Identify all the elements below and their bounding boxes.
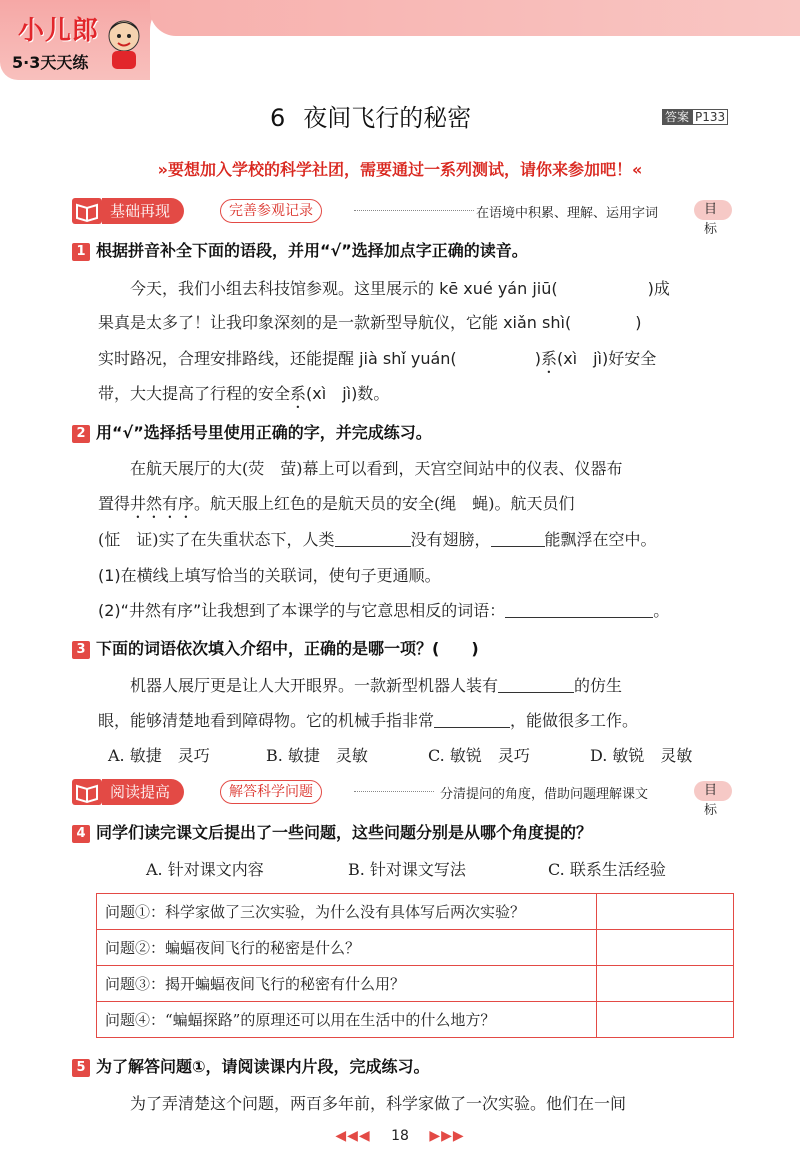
text: 果真是太多了！让我印象深刻的是一款新型导航仪，它能 xiǎn shì( <box>98 313 572 332</box>
table-row <box>97 894 734 930</box>
divider <box>354 210 474 211</box>
section-subtitle: 完善参观记录 <box>220 199 322 223</box>
dotted-phrase: 井然有序 <box>130 494 195 513</box>
table-row <box>97 930 734 966</box>
answer-page: P133 <box>692 109 728 125</box>
series-name: 5·3天天练 <box>12 53 89 72</box>
lesson-number: 6 <box>270 104 286 132</box>
question-cell: 问题④：“蝙蝠探路”的原理还可以用在生活中的什么地方？ <box>97 1002 597 1038</box>
lesson-name: 夜间飞行的秘密 <box>303 104 472 132</box>
q2-line-2 <box>98 491 575 522</box>
q1-line-1 <box>130 276 670 299</box>
page-number-value: 18 <box>391 1128 409 1144</box>
answer-blank[interactable] <box>505 601 653 618</box>
text: ) <box>635 313 642 332</box>
brand-logo <box>10 8 150 78</box>
text: 的仿生 <box>574 676 623 695</box>
text: 实时路况，合理安排路线，还能提醒 jià shǐ yuán( <box>98 349 457 368</box>
text: 置得 <box>98 494 131 513</box>
q3-line-1 <box>130 673 622 696</box>
mascot-icon <box>102 14 146 70</box>
answer-reference <box>662 108 728 125</box>
answer-blank[interactable] <box>498 676 574 693</box>
section-banner-basics <box>72 198 732 237</box>
question-text: 下面的词语依次填入介绍中，正确的是哪一项？( ) <box>96 639 479 658</box>
question-number: 1 <box>72 243 90 261</box>
goal-tag: 目标 <box>694 200 732 220</box>
section-goal: 在语境中积累、理解、运用字词 <box>476 206 659 221</box>
text: ) <box>534 349 541 368</box>
text: 。航天服上红色的是航天员的安全(绳 蝇)。航天员们 <box>194 494 575 513</box>
section-subtitle: 解答科学问题 <box>220 780 322 804</box>
q3-options <box>108 743 692 766</box>
option-c[interactable]: C. 敏锐 灵巧 <box>428 746 530 765</box>
question-text: 根据拼音补全下面的语段，并用“√”选择加点字正确的读音。 <box>96 241 528 260</box>
option-a[interactable]: A. 敏捷 灵巧 <box>108 746 210 765</box>
option-a: A. 针对课文内容 <box>146 860 264 879</box>
q3-line-2 <box>98 708 638 731</box>
section-name: 阅读提高 <box>102 779 184 805</box>
table-row <box>97 1002 734 1038</box>
section-goal: 分清提问的角度，借助问题理解课文 <box>440 787 649 802</box>
dotted-char: 系 <box>540 349 557 368</box>
header-band-overlay <box>150 0 800 80</box>
q2-sub-1: (1)在横线上填写恰当的关联词，使句子更通顺。 <box>98 566 441 585</box>
right-arrows-icon: ▶▶▶ <box>429 1128 465 1144</box>
divider <box>354 791 434 792</box>
q4-options <box>146 857 666 880</box>
option-b[interactable]: B. 敏捷 灵敏 <box>266 746 368 765</box>
text: 眼，能够清楚地看到障碍物。它的机械手指非常 <box>98 711 435 730</box>
question-table <box>96 893 734 1038</box>
q1-line-4 <box>98 381 389 412</box>
answer-blank[interactable] <box>491 530 545 547</box>
text: ，能做很多工作。 <box>510 711 639 730</box>
question-cell: 问题②：蝙蝠夜间飞行的秘密是什么？ <box>97 930 597 966</box>
answer-cell[interactable] <box>597 1002 734 1038</box>
answer-cell[interactable] <box>597 930 734 966</box>
book-icon <box>72 779 102 805</box>
goal-tag: 目标 <box>694 781 732 801</box>
question-4-title <box>72 820 592 843</box>
question-text: 用“√”选择括号里使用正确的字，并完成练习。 <box>96 423 432 442</box>
question-text: 为了解答问题①，请阅读课内片段，完成练习。 <box>96 1057 430 1076</box>
text: 带，大大提高了行程的安全 <box>98 384 291 403</box>
answer-label: 答案 <box>662 109 692 125</box>
question-cell: 问题①：科学家做了三次实验，为什么没有具体写后两次实验？ <box>97 894 597 930</box>
question-2-title <box>72 420 432 443</box>
question-number: 5 <box>72 1059 90 1077</box>
question-text: 同学们读完课文后提出了一些问题，这些问题分别是从哪个角度提的？ <box>96 823 593 842</box>
pinyin-choice[interactable]: (xì jì)数。 <box>306 384 390 403</box>
text: 机器人展厅更是让人大开眼界。一款新型机器人装有 <box>130 676 499 695</box>
pinyin-choice[interactable]: (xì jì)好安全 <box>556 349 657 368</box>
q2-line-1: 在航天展厅的大(荧 萤)幕上可以看到，天宫空间站中的仪表、仪器布 <box>130 459 623 478</box>
text: 今天，我们小组去科技馆参观。这里展示的 kē xué yán jiū( <box>130 279 558 298</box>
answer-cell[interactable] <box>597 894 734 930</box>
text: (怔 证)实了在失重状态下，人类 <box>98 530 335 549</box>
option-c: C. 联系生活经验 <box>548 860 666 879</box>
page-number <box>0 1128 800 1144</box>
lesson-title <box>270 98 471 133</box>
text: 能飘浮在空中。 <box>544 530 657 549</box>
option-b: B. 针对课文写法 <box>348 860 466 879</box>
question-3-title <box>72 636 479 659</box>
text: (2)“井然有序”让我想到了本课学的与它意思相反的词语： <box>98 601 506 620</box>
q2-sub-2 <box>98 598 669 621</box>
answer-cell[interactable] <box>597 966 734 1002</box>
question-number: 3 <box>72 641 90 659</box>
option-d[interactable]: D. 敏锐 灵敏 <box>590 746 693 765</box>
answer-blank[interactable] <box>434 711 510 728</box>
q5-line-1: 为了弄清楚这个问题，两百多年前，科学家做了一次实验。他们在一间 <box>130 1094 627 1113</box>
dotted-char: 系 <box>290 384 307 403</box>
text: 没有翅膀， <box>410 530 491 549</box>
question-1-title <box>72 238 528 261</box>
intro-banner: »要想加入学校的科学社团，需要通过一系列测试，请你来参加吧！« <box>157 160 643 179</box>
section-name: 基础再现 <box>102 198 184 224</box>
text: )成 <box>647 279 670 298</box>
table-row <box>97 966 734 1002</box>
question-5-title <box>72 1054 430 1077</box>
section-banner-reading <box>72 779 732 818</box>
brand-name: 小儿郎 <box>18 16 100 46</box>
q1-line-2 <box>98 310 641 333</box>
q2-line-3 <box>98 527 657 550</box>
answer-blank[interactable] <box>335 530 411 547</box>
text: 。 <box>653 601 670 620</box>
book-icon <box>72 198 102 224</box>
question-number: 2 <box>72 425 90 443</box>
q1-line-3 <box>98 346 656 377</box>
left-arrows-icon: ◀◀◀ <box>335 1128 371 1144</box>
question-cell: 问题③：揭开蝙蝠夜间飞行的秘密有什么用？ <box>97 966 597 1002</box>
question-number: 4 <box>72 825 90 843</box>
